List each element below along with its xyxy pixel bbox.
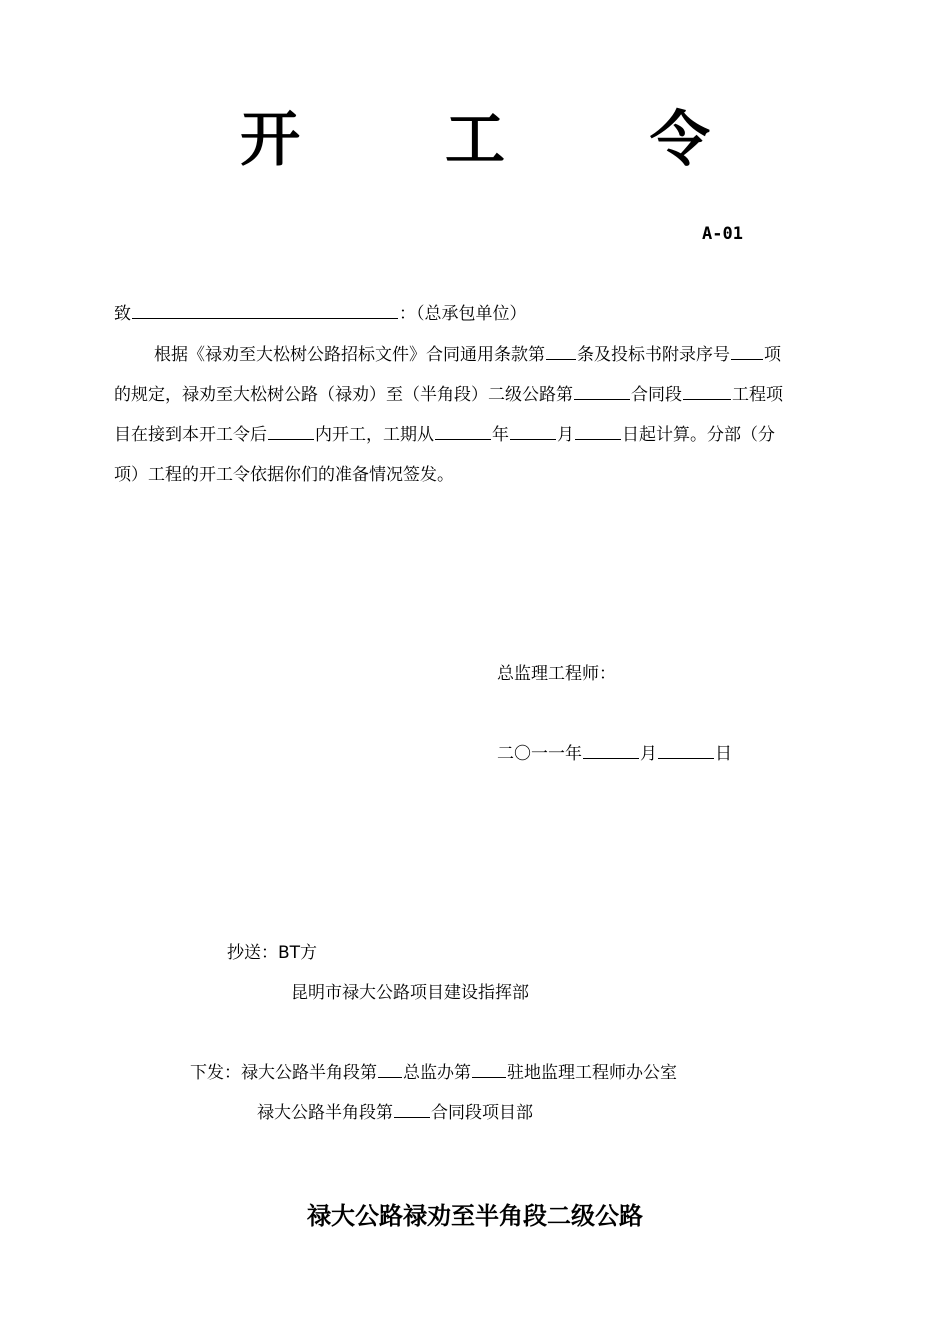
distribute-text: 禄大公路半角段第 <box>241 1063 377 1083</box>
contract-blank <box>394 1116 430 1118</box>
paragraph-text: 目在接到本开工令后 <box>114 425 267 445</box>
contract-section-blank <box>574 398 630 400</box>
date-month-label: 月 <box>640 744 657 764</box>
cc-label: 抄送：BT方 <box>227 943 318 963</box>
clause-blank <box>546 358 576 360</box>
distribute-line-1 <box>190 1058 677 1083</box>
paragraph-line-3 <box>114 420 775 445</box>
sign-month-blank <box>583 757 639 759</box>
distribute-line-2 <box>257 1098 533 1123</box>
date-prefix: 二〇一一年 <box>497 744 582 764</box>
paragraph-line-4 <box>114 460 454 485</box>
paragraph-text: 年 <box>492 425 509 445</box>
paragraph-line-1 <box>154 340 781 365</box>
day-blank <box>575 438 621 440</box>
distribute-text: 总监办第 <box>403 1063 471 1083</box>
signature-date <box>497 739 732 764</box>
paragraph-text: 条及投标书附录序号 <box>577 345 730 365</box>
chief-engineer-label: 总监理工程师： <box>497 664 616 684</box>
date-day-label: 日 <box>715 744 732 764</box>
addressee-suffix: ：（总承包单位） <box>399 304 527 324</box>
cc-recipient: 昆明市禄大公路项目建设指挥部 <box>291 983 529 1003</box>
sign-day-blank <box>658 757 714 759</box>
year-blank <box>435 438 491 440</box>
paragraph-text: 项 <box>764 345 781 365</box>
distribute-text: 禄大公路半角段第 <box>257 1103 393 1123</box>
addressee-line <box>114 299 527 324</box>
appendix-blank <box>731 358 763 360</box>
days-blank <box>268 438 314 440</box>
addressee-blank <box>132 317 398 319</box>
paragraph-text: 根据《禄劝至大松树公路招标文件》合同通用条款第 <box>154 345 545 365</box>
office-blank <box>472 1076 506 1078</box>
paragraph-text: 内开工，工期从 <box>315 425 434 445</box>
paragraph-text: 月 <box>557 425 574 445</box>
distribute-text: 驻地监理工程师办公室 <box>507 1063 677 1083</box>
footer-title: 禄大公路禄劝至半角段二级公路 <box>307 1202 643 1230</box>
paragraph-text: 的规定，禄劝至大松树公路（禄劝）至（半角段）二级公路第 <box>114 385 573 405</box>
addressee-prefix: 致 <box>114 304 131 324</box>
document-number: A-01 <box>702 224 743 244</box>
paragraph-text: 合同段 <box>631 385 682 405</box>
month-blank <box>510 438 556 440</box>
paragraph-text: 工程项 <box>732 385 783 405</box>
document-title: 开 工 令 <box>240 105 772 175</box>
paragraph-line-2 <box>114 380 783 405</box>
distribute-text: 合同段项目部 <box>431 1103 533 1123</box>
project-blank <box>683 398 731 400</box>
paragraph-text: 日起计算。分部（分 <box>622 425 775 445</box>
distribute-label: 下发： <box>190 1063 241 1083</box>
section-blank <box>378 1076 402 1078</box>
paragraph-text: 项）工程的开工令依据你们的准备情况签发。 <box>114 465 454 485</box>
